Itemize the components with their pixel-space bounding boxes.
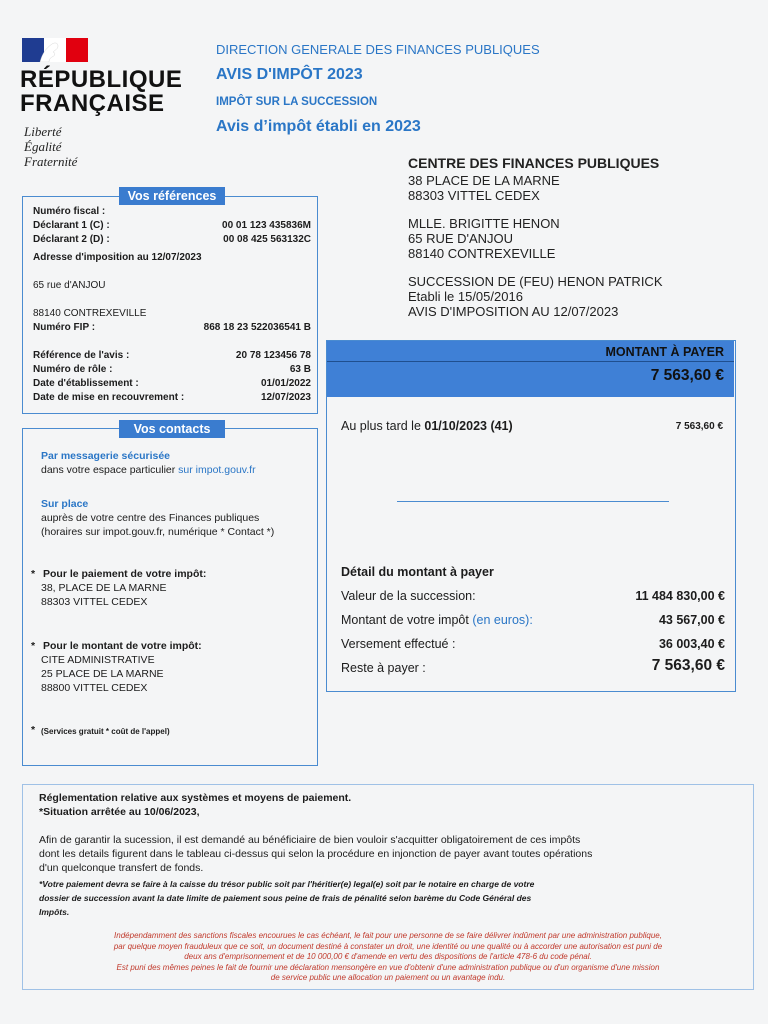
avis-title: AVIS D'IMPÔT 2023	[216, 66, 363, 83]
declarant1-row	[33, 219, 317, 233]
declarant1-label: Déclarant 1 (C) :	[33, 220, 110, 231]
regulation-p1-line3: d'un quelconque transfert de fonds.	[39, 862, 204, 874]
montant-line1: CITE ADMINISTRATIVE	[41, 654, 155, 666]
impot-gouv-link[interactable]: sur impot.gouv.fr	[178, 464, 256, 476]
role-row	[33, 363, 317, 377]
montant-impot-label: Montant de votre impôt (en euros):	[341, 613, 533, 627]
deadline-amount: 7 563,60 €	[675, 421, 723, 432]
recipient-address-line2: 88140 CONTREXEVILLE	[408, 246, 556, 261]
regulation-box	[22, 784, 754, 990]
regulation-p2-line1: *Votre paiement devra se faire à la caisse du trésor public soit par l'héritier(e) legal(e) soit par le notaire en charge de votre	[39, 879, 535, 889]
regulation-p1-line2: dont les details figurent dans le tableau ci-dessus qui selon la procédure en injonction de payer avant toutes opérations	[39, 848, 593, 860]
reste-label: Reste à payer :	[341, 661, 426, 675]
reste-value: 7 563,60 €	[651, 657, 725, 674]
references-box	[22, 189, 318, 414]
ref-avis-value: 20 78 123456 78	[235, 350, 311, 361]
marianne-flag-logo	[22, 38, 88, 62]
fip-row	[33, 321, 317, 335]
ref-avis-label: Référence de l'avis :	[33, 350, 130, 361]
paiement-line2: 88303 VITTEL CEDEX	[41, 596, 148, 608]
fip-label: Numéro FIP :	[33, 322, 96, 333]
surplace-line2: (horaires sur impot.gouv.fr, numérique * Contact *)	[41, 526, 275, 538]
adresse-line2: 88140 CONTREXEVILLE	[33, 308, 147, 319]
recipient-name: MLLE. BRIGITTE HENON	[408, 216, 560, 231]
etab-value: 01/01/2022	[260, 378, 311, 389]
contacts-tab: Vos contacts	[119, 420, 225, 438]
role-label: Numéro de rôle :	[33, 364, 113, 375]
fip-value: 868 18 23 522036541 B	[203, 322, 311, 333]
montant-bullet: *	[31, 640, 36, 652]
deadline-line: Au plus tard le 01/10/2023 (41)	[341, 419, 513, 433]
etab-row	[33, 377, 317, 391]
legal-notice: Indépendamment des sanctions fiscales encourues le cas échéant, le fait pour une personne de se faire délivrer indûment par une administration publique, par quelque moyen frauduleux que ce soit, un document destiné à constater un droit, une identité ou une qualité ou à accorder une autorisation est puni de deux ans d'emprisonnement et de 10 000,00 € d'amende en vertu des dispositions de l'article 478-6 du code pénal. Est puni des mêmes peines le fait de fournir une déclaration mensongère en vue d'obtenir d'une administration publique ou d'un organisme d'une mission de service public une allocation un paiement ou un avantage indu.	[113, 931, 663, 982]
succession-etabli: Etabli le 15/05/2016	[408, 289, 523, 304]
contacts-box	[22, 422, 318, 766]
succession-title: SUCCESSION DE (FEU) HENON PATRICK	[408, 274, 663, 289]
recouv-value: 12/07/2023	[260, 392, 311, 403]
valeur-value: 11 484 830,00 €	[635, 589, 725, 603]
detail-title: Détail du montant à payer	[341, 565, 494, 579]
paiement-line1: 38, PLACE DE LA MARNE	[41, 582, 167, 594]
regulation-title: Réglementation relative aux systèmes et moyens de paiement.	[39, 792, 352, 804]
versement-label: Versement effectué :	[341, 637, 456, 651]
declarant2-value: 00 08 425 563132C	[223, 234, 311, 245]
montant-impot-value: 43 567,00 €	[658, 613, 725, 627]
ref-avis-row	[33, 349, 317, 363]
etab-label: Date d'établissement :	[33, 378, 139, 389]
regulation-situation: *Situation arrêtée au 10/06/2023,	[39, 806, 200, 818]
adresse-label: Adresse d'imposition au 12/07/2023	[33, 252, 202, 263]
numero-fiscal-label: Numéro fiscal :	[33, 206, 106, 217]
center-address-line1: 38 PLACE DE LA MARNE	[408, 173, 560, 188]
deadline-date: 01/10/2023 (41)	[424, 419, 513, 433]
regulation-p2-line2: dossier de succession avant la date limite de paiement sous peine de frais de pénalité selon barème du Code Général des	[39, 893, 532, 903]
declarant2-label: Déclarant 2 (D) :	[33, 234, 110, 245]
payment-header	[327, 341, 734, 397]
adresse-line1: 65 rue d'ANJOU	[33, 280, 106, 291]
payment-box	[326, 340, 736, 692]
montant-a-payer-label: MONTANT À PAYER	[605, 345, 724, 359]
recipient-address-line1: 65 RUE D'ANJOU	[408, 231, 514, 246]
declarant1-value: 00 01 123 435836M	[222, 220, 311, 231]
montant-a-payer-amount: 7 563,60 €	[650, 367, 724, 384]
paiement-title: Pour le paiement de votre impôt:	[43, 568, 207, 580]
regulation-p2-line3: Impôts.	[39, 907, 70, 917]
succession-avis: AVIS D'IMPOSITION AU 12/07/2023	[408, 304, 619, 319]
messagerie-title: Par messagerie sécurisée	[41, 450, 171, 462]
references-tab: Vos références	[119, 187, 225, 205]
montant-line3: 88800 VITTEL CEDEX	[41, 682, 148, 694]
surplace-line1: auprès de votre centre des Finances publiques	[41, 512, 260, 524]
versement-value: 36 003,40 €	[658, 637, 725, 651]
services-bullet: *	[31, 724, 36, 736]
direction-heading: DIRECTION GENERALE DES FINANCES PUBLIQUES	[216, 42, 540, 57]
role-value: 63 B	[289, 364, 311, 375]
republic-motto: Liberté Égalité Fraternité	[24, 124, 78, 169]
recouv-row	[33, 391, 317, 405]
messagerie-text: dans votre espace particulier sur impot.gouv.fr	[41, 464, 256, 476]
services-note: (Services gratuit * coût de l'appel)	[41, 727, 170, 736]
regulation-p1-line1: Afin de garantir la sucession, il est demandé au bénéficiaire de bien vouloir s'acquitter obligatoirement de ces impôts	[39, 834, 581, 846]
montant-line2: 25 PLACE DE LA MARNE	[41, 668, 164, 680]
avis-subtitle: Avis d’impôt établi en 2023	[216, 118, 421, 135]
valeur-label: Valeur de la succession:	[341, 589, 476, 603]
declarant2-row	[33, 233, 317, 247]
signature-line	[397, 501, 669, 502]
montant-title: Pour le montant de votre impôt:	[43, 640, 202, 652]
republique-francaise-title: RÉPUBLIQUE FRANÇAISE	[20, 66, 183, 117]
paiement-bullet: *	[31, 568, 36, 580]
center-title: CENTRE DES FINANCES PUBLIQUES	[408, 155, 660, 171]
impot-type: IMPÔT SUR LA SUCCESSION	[216, 96, 378, 108]
recouv-label: Date de mise en recouvrement :	[33, 392, 185, 403]
surplace-title: Sur place	[41, 498, 89, 510]
center-address-line2: 88303 VITTEL CEDEX	[408, 188, 540, 203]
